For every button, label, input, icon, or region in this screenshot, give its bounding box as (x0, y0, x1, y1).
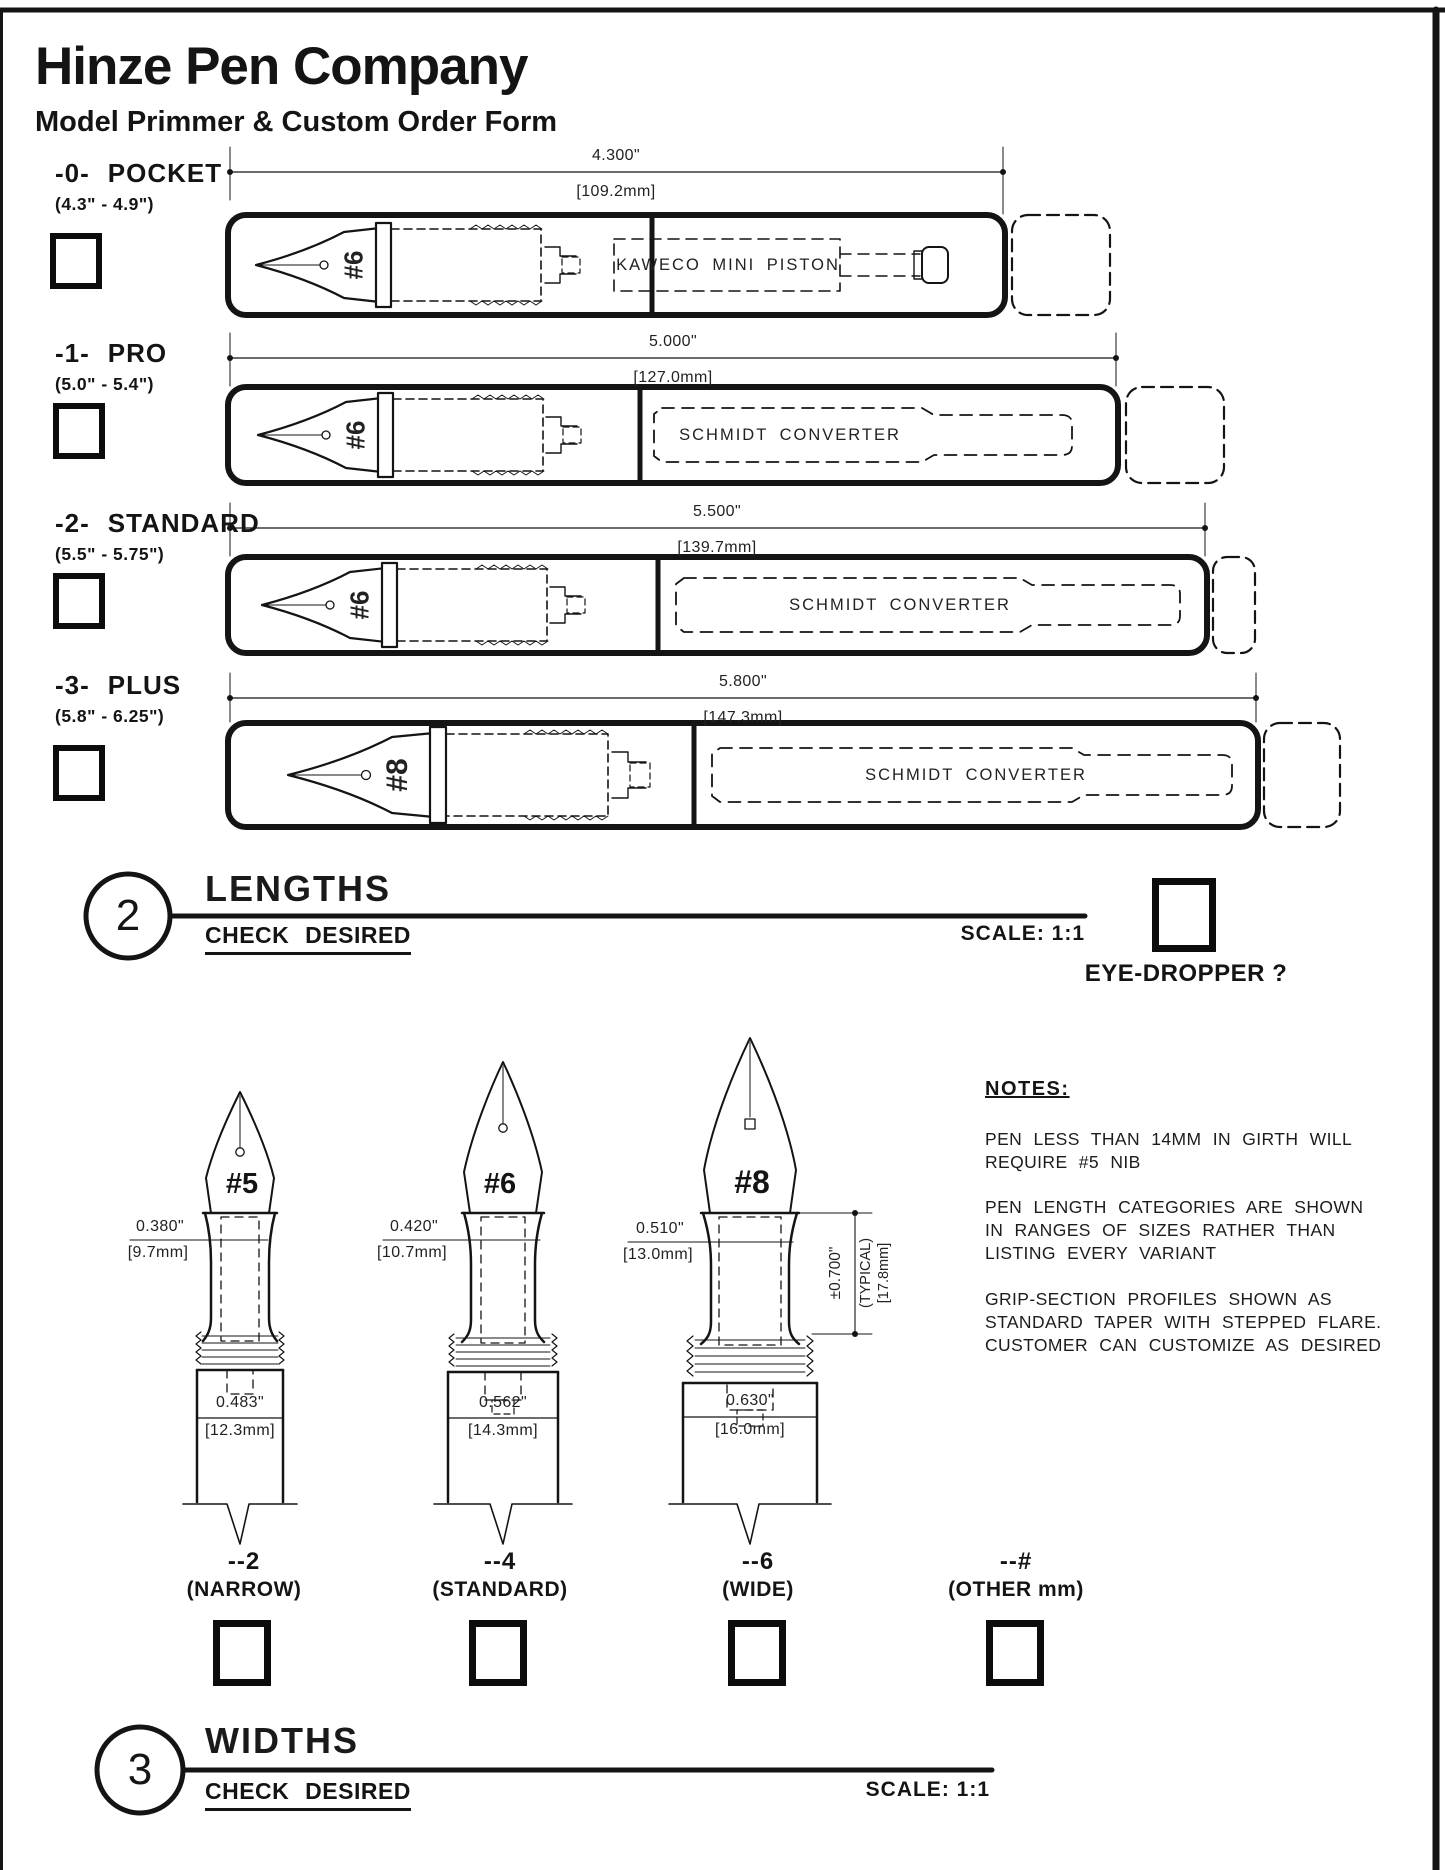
pen-plus-drawing (227, 673, 1340, 827)
nib5-label: #5 (225, 1168, 259, 1200)
note-item: GRIP-SECTION PROFILES SHOWN AS STANDARD TAPER WITH STEPPED FLARE. CUSTOMER CAN CUSTOMIZE AS DESIRED (985, 1289, 1382, 1355)
nib5-body-dim-inches: 0.483" (215, 1394, 265, 1411)
nib8-grip-dim-inches: 0.510" (635, 1220, 685, 1237)
nib6-grip-dim-inches: 0.420" (389, 1218, 439, 1235)
pen-nib-size-label: #8 (381, 758, 414, 792)
width-option-narrow-name: (NARROW) (186, 1578, 302, 1601)
typical-dim-value: ±0.700" (827, 1246, 844, 1300)
internal-mechanism-label: SCHMIDT CONVERTER (789, 596, 1011, 614)
width-option-wide-name: (WIDE) (722, 1578, 794, 1601)
option-name: PRO (107, 338, 168, 368)
dimension-inches: 5.800" (718, 673, 768, 690)
lengths-section-title: LENGTHS (205, 868, 392, 909)
check-desired-label: CHECK DESIRED (205, 1778, 411, 1811)
width-option-other-code: --# (999, 1548, 1033, 1575)
length-standard-checkbox[interactable] (53, 573, 105, 629)
eyedropper-label: EYE-DROPPER ? (1084, 960, 1288, 987)
length-option-standard-range: (5.5" - 5.75") (55, 544, 165, 564)
nib6-grip-dim-mm: [10.7mm] (377, 1244, 447, 1261)
page-title: Hinze Pen Company (35, 37, 528, 96)
dimension-inches: 5.000" (648, 333, 698, 350)
option-code: -1- (55, 338, 90, 368)
nib6-drawing (383, 1062, 572, 1544)
dimension-inches: 4.300" (591, 147, 641, 164)
pen-nib-size-label: #6 (344, 590, 375, 620)
option-code: -0- (55, 158, 90, 188)
scale-label: SCALE: 1:1 (960, 922, 1085, 945)
pen-nib-size-label: #6 (340, 420, 371, 450)
nib5-grip-dim-mm: [9.7mm] (127, 1244, 189, 1261)
pen-pocket-drawing (227, 147, 1110, 315)
nib6-body-dim-inches: 0.562" (478, 1394, 528, 1411)
pen-nib-size-label: #6 (338, 250, 369, 280)
section-number: 3 (127, 1745, 153, 1794)
length-pro-checkbox[interactable] (53, 403, 105, 459)
nib8-grip-dim-mm: [13.0mm] (623, 1246, 693, 1263)
note-item: PEN LENGTH CATEGORIES ARE SHOWN IN RANGES OF SIZES RATHER THAN LISTING EVERY VARIANT (985, 1197, 1364, 1263)
nib6-body-dim-mm: [14.3mm] (468, 1422, 538, 1439)
eyedropper-checkbox[interactable] (1152, 878, 1216, 952)
option-code: -2- (55, 508, 90, 538)
length-option-pro-label (55, 338, 167, 369)
length-option-standard-label (55, 508, 260, 539)
length-option-plus-range: (5.8" - 6.25") (55, 706, 165, 726)
note-item: PEN LESS THAN 14MM IN GIRTH WILL REQUIRE #5 NIB (985, 1129, 1352, 1172)
nib8-body-dim-inches: 0.630" (725, 1392, 775, 1409)
length-option-pro-range: (5.0" - 5.4") (55, 374, 154, 394)
nib8-body-dim-mm: [16.0mm] (715, 1421, 785, 1438)
option-name: PLUS (107, 670, 182, 700)
option-code: -3- (55, 670, 90, 700)
dimension-mm: [127.0mm] (633, 369, 713, 386)
width-option-narrow-code: --2 (227, 1548, 261, 1575)
width-option-standard-name: (STANDARD) (432, 1578, 568, 1601)
dimension-mm: [109.2mm] (576, 183, 656, 200)
internal-mechanism-label: KAWECO MINI PISTON (616, 256, 840, 274)
nib8-label: #8 (734, 1164, 770, 1200)
width-option-standard-code: --4 (483, 1548, 517, 1575)
option-name: POCKET (107, 158, 223, 188)
section-number: 2 (115, 891, 141, 940)
width-wide-checkbox[interactable] (728, 1620, 786, 1686)
notes-heading: NOTES: (985, 1078, 1070, 1100)
width-option-wide-code: --6 (741, 1548, 775, 1575)
widths-section-title: WIDTHS (205, 1720, 359, 1761)
internal-mechanism-label: SCHMIDT CONVERTER (679, 426, 901, 444)
typical-dim-mm: [17.8mm] (876, 1242, 892, 1304)
width-standard-checkbox[interactable] (469, 1620, 527, 1686)
check-desired-label: CHECK DESIRED (205, 922, 411, 955)
pen-standard-drawing (227, 503, 1255, 653)
length-option-pocket-label (55, 158, 222, 189)
option-name: STANDARD (107, 508, 260, 538)
dimension-mm: [139.7mm] (677, 539, 757, 556)
nib6-label: #6 (483, 1168, 517, 1200)
length-plus-checkbox[interactable] (53, 745, 105, 801)
page-subtitle: Model Primmer & Custom Order Form (35, 106, 558, 138)
pen-pro-drawing (227, 333, 1224, 483)
dimension-inches: 5.500" (692, 503, 742, 520)
width-other-checkbox[interactable] (986, 1620, 1044, 1686)
typical-dim-note: (TYPICAL) (858, 1237, 874, 1309)
length-option-plus-label (55, 670, 181, 701)
dimension-mm: [147.3mm] (703, 709, 783, 726)
scale-label: SCALE: 1:1 (865, 1778, 990, 1801)
width-option-other-name: (OTHER mm) (948, 1578, 1084, 1601)
internal-mechanism-label: SCHMIDT CONVERTER (865, 766, 1087, 784)
width-narrow-checkbox[interactable] (213, 1620, 271, 1686)
nib5-drawing (127, 1092, 297, 1544)
nib5-body-dim-mm: [12.3mm] (205, 1422, 275, 1439)
length-option-pocket-range: (4.3" - 4.9") (55, 194, 154, 214)
nib5-grip-dim-inches: 0.380" (135, 1218, 185, 1235)
length-pocket-checkbox[interactable] (50, 233, 102, 289)
